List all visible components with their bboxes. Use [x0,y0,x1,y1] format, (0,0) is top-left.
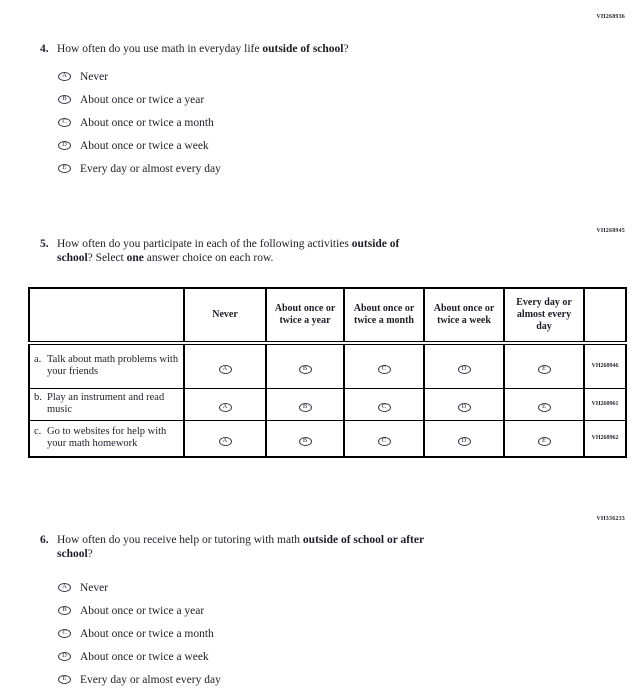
radio-b-icon[interactable]: B [299,403,312,412]
matrix-row-c [29,420,626,457]
question-6-line2 [57,547,424,561]
radio-b-icon[interactable]: B [58,95,71,104]
item-code-q6: VH336233 [596,516,625,522]
question-4 [40,42,600,56]
row-a-radio-month[interactable] [344,343,424,388]
item-code-q5: VH268945 [596,228,625,234]
matrix-row-b [29,388,626,420]
matrix-header-week: About once or twice a week [424,288,504,343]
radio-d-icon[interactable]: D [458,403,471,412]
row-c-stem [29,420,184,457]
question-6-text [57,533,424,561]
option-label: About once or twice a month [80,627,214,640]
radio-a-icon[interactable]: A [58,583,71,592]
row-b-stem [29,388,184,420]
radio-b-icon[interactable]: B [58,606,71,615]
radio-e-icon[interactable]: E [538,365,551,374]
matrix-header-blank [29,288,184,343]
row-a-code: VH268946 [584,343,626,388]
row-a-radio-never[interactable] [184,343,266,388]
q4-option-year[interactable] [58,88,458,111]
matrix-header-code [584,288,626,343]
question-4-options [58,65,458,180]
item-code-q4: VH268936 [596,14,625,20]
option-label: Every day or almost every day [80,162,221,175]
question-5-text-segment: answer choice on each row. [143,252,274,264]
radio-c-icon[interactable]: C [58,629,71,638]
question-5-text-bold: one [126,252,144,264]
row-a-radio-week[interactable] [424,343,504,388]
q6-option-never[interactable] [58,576,458,599]
question-5-line1 [57,237,399,251]
question-5-text-bold: school [57,252,88,264]
matrix-header-everyday: Every day or almost every day [504,288,584,343]
radio-a-icon[interactable]: A [58,72,71,81]
question-6-text-segment: How often do you receive help or tutoring with math [57,534,303,546]
question-5 [40,237,600,265]
row-c-prefix: c. [34,426,42,438]
row-b-radio-never[interactable] [184,388,266,420]
radio-d-icon[interactable]: D [58,141,71,150]
radio-a-icon[interactable]: A [219,403,232,412]
radio-d-icon[interactable]: D [458,365,471,374]
row-c-radio-week[interactable] [424,420,504,457]
radio-a-icon[interactable]: A [219,437,232,446]
row-c-radio-never[interactable] [184,420,266,457]
row-b-code: VH268961 [584,388,626,420]
radio-b-icon[interactable]: B [299,365,312,374]
row-b-radio-year[interactable] [266,388,344,420]
row-a-stem [29,343,184,388]
question-4-number: 4. [40,43,49,55]
option-label: About once or twice a week [80,139,209,152]
radio-d-icon[interactable]: D [458,437,471,446]
question-6-line1 [57,533,424,547]
question-5-line2 [57,251,399,265]
option-label: About once or twice a year [80,93,205,106]
radio-c-icon[interactable]: C [378,437,391,446]
row-a-radio-everyday[interactable] [504,343,584,388]
q6-option-week[interactable] [58,645,458,668]
matrix-header-row [29,288,626,343]
option-label: About once or twice a week [80,650,209,663]
row-b-radio-month[interactable] [344,388,424,420]
radio-e-icon[interactable]: E [538,437,551,446]
q5-answer-matrix [28,287,627,458]
q4-option-never[interactable] [58,65,458,88]
matrix-header-never: Never [184,288,266,343]
row-a-label: Talk about math problems with your friends [47,354,179,378]
option-label: About once or twice a year [80,604,205,617]
radio-d-icon[interactable]: D [58,652,71,661]
row-b-radio-week[interactable] [424,388,504,420]
radio-c-icon[interactable]: C [378,403,391,412]
radio-c-icon[interactable]: C [378,365,391,374]
row-a-radio-year[interactable] [266,343,344,388]
question-5-number: 5. [40,238,49,250]
row-c-code: VH268962 [584,420,626,457]
matrix-header-month: About once or twice a month [344,288,424,343]
question-6-options [58,576,458,691]
radio-e-icon[interactable]: E [538,403,551,412]
row-c-radio-month[interactable] [344,420,424,457]
option-label: About once or twice a month [80,116,214,129]
question-4-text [57,42,349,56]
row-c-label: Go to websites for help with your math homework [47,426,167,450]
question-5-text-bold: outside of [351,238,400,250]
q6-option-month[interactable] [58,622,458,645]
question-5-text [57,237,399,265]
question-4-text-segment: ? [343,43,349,55]
radio-a-icon[interactable]: A [219,365,232,374]
question-5-text-segment: ? Select [87,252,127,264]
q4-option-everyday[interactable] [58,157,458,180]
radio-e-icon[interactable]: E [58,675,71,684]
option-label: Never [80,70,109,83]
radio-c-icon[interactable]: C [58,118,71,127]
question-4-text-segment: How often do you use math in everyday life [57,43,263,55]
row-a-prefix: a. [34,354,42,366]
q6-option-everyday[interactable] [58,668,458,691]
question-6-text-bold: school [57,548,88,560]
matrix-row-a [29,343,626,388]
question-6-text-bold: outside of school or after [302,534,425,546]
row-c-radio-year[interactable] [266,420,344,457]
option-label: Never [80,581,109,594]
matrix-header-year: About once or twice a year [266,288,344,343]
question-6-number: 6. [40,534,49,546]
q4-option-month[interactable] [58,111,458,134]
question-6 [40,533,600,561]
row-c-radio-everyday[interactable] [504,420,584,457]
question-5-text-segment: How often do you participate in each of the following activities [57,238,352,250]
row-b-radio-everyday[interactable] [504,388,584,420]
question-6-text-segment: ? [87,548,93,560]
option-label: Every day or almost every day [80,673,221,686]
radio-e-icon[interactable]: E [58,164,71,173]
q6-option-year[interactable] [58,599,458,622]
radio-b-icon[interactable]: B [299,437,312,446]
row-b-label: Play an instrument and read music [47,392,165,415]
row-b-prefix: b. [34,392,42,403]
q4-option-week[interactable] [58,134,458,157]
question-4-text-bold: outside of school [262,43,344,55]
